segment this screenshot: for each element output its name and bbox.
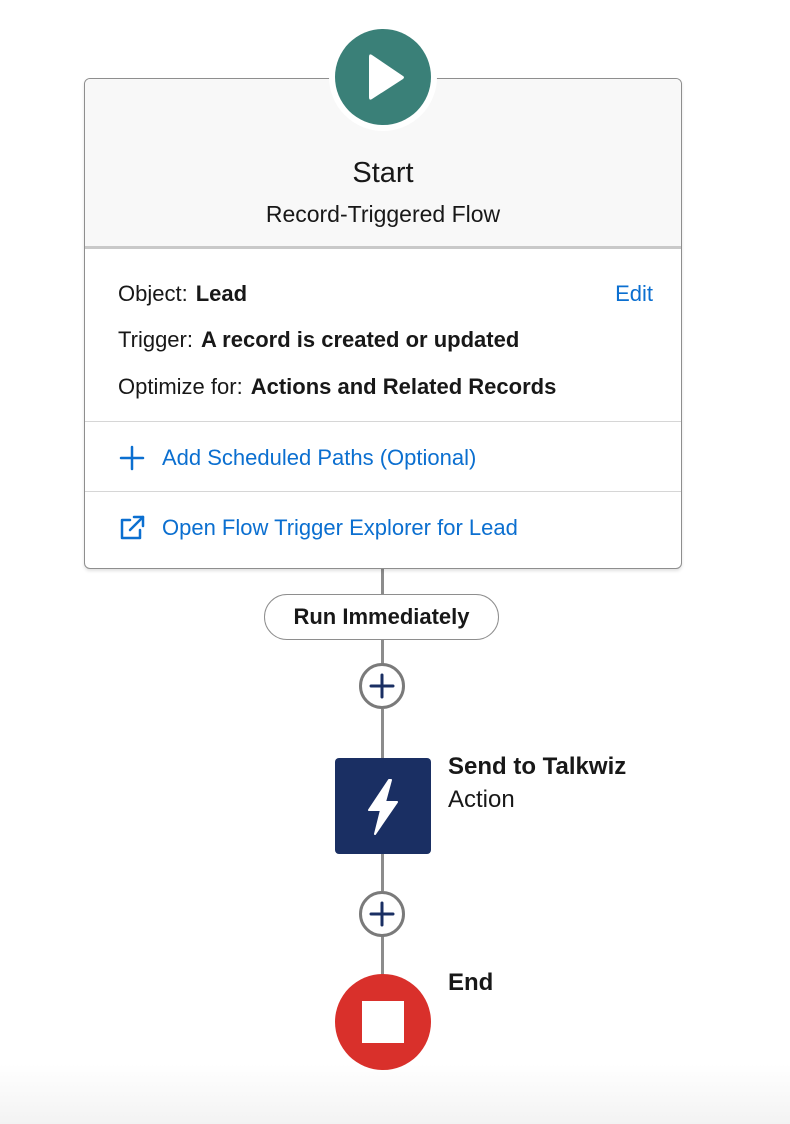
run-immediately-path-label[interactable]: Run Immediately (264, 594, 499, 640)
action-title: Send to Talkwiz (448, 753, 627, 780)
connector-line (381, 567, 384, 595)
start-node-circle[interactable] (335, 29, 431, 125)
connector-line (381, 936, 384, 974)
object-value: Lead (195, 281, 248, 306)
optimize-label: Optimize for: (118, 374, 243, 399)
trigger-value: A record is created or updated (200, 327, 520, 352)
optimize-row (118, 374, 556, 400)
trigger-row (118, 327, 519, 353)
card-divider (85, 491, 681, 492)
optimize-value: Actions and Related Records (250, 374, 557, 399)
end-title: End (448, 969, 494, 996)
add-scheduled-paths-link[interactable] (118, 443, 476, 473)
lightning-bolt-icon (335, 758, 431, 854)
add-element-button[interactable] (359, 891, 405, 937)
plus-icon (118, 444, 146, 472)
add-scheduled-paths-label: Add Scheduled Paths (Optional) (162, 445, 477, 470)
start-element-card[interactable] (84, 78, 682, 569)
object-label: Object: (118, 281, 188, 306)
object-row (118, 281, 247, 307)
stop-icon (362, 1001, 404, 1043)
plus-icon (362, 666, 402, 706)
action-node[interactable] (335, 758, 431, 854)
canvas-bottom-fade (0, 1064, 790, 1124)
plus-icon (362, 894, 402, 934)
start-subtitle: Record-Triggered Flow (265, 201, 501, 227)
add-element-button[interactable] (359, 663, 405, 709)
end-node[interactable] (335, 974, 431, 1070)
play-icon (335, 29, 431, 125)
card-divider (85, 421, 681, 422)
open-flow-trigger-explorer-label: Open Flow Trigger Explorer for Lead (162, 515, 518, 540)
start-title: Start (352, 157, 414, 189)
external-link-icon (118, 514, 146, 542)
open-flow-trigger-explorer-link[interactable] (118, 513, 518, 543)
connector-line (381, 709, 384, 758)
trigger-label: Trigger: (118, 327, 193, 352)
connector-line (381, 854, 384, 891)
connector-line (381, 640, 384, 664)
action-type-label: Action (448, 786, 515, 813)
edit-link[interactable]: Edit (615, 281, 653, 306)
